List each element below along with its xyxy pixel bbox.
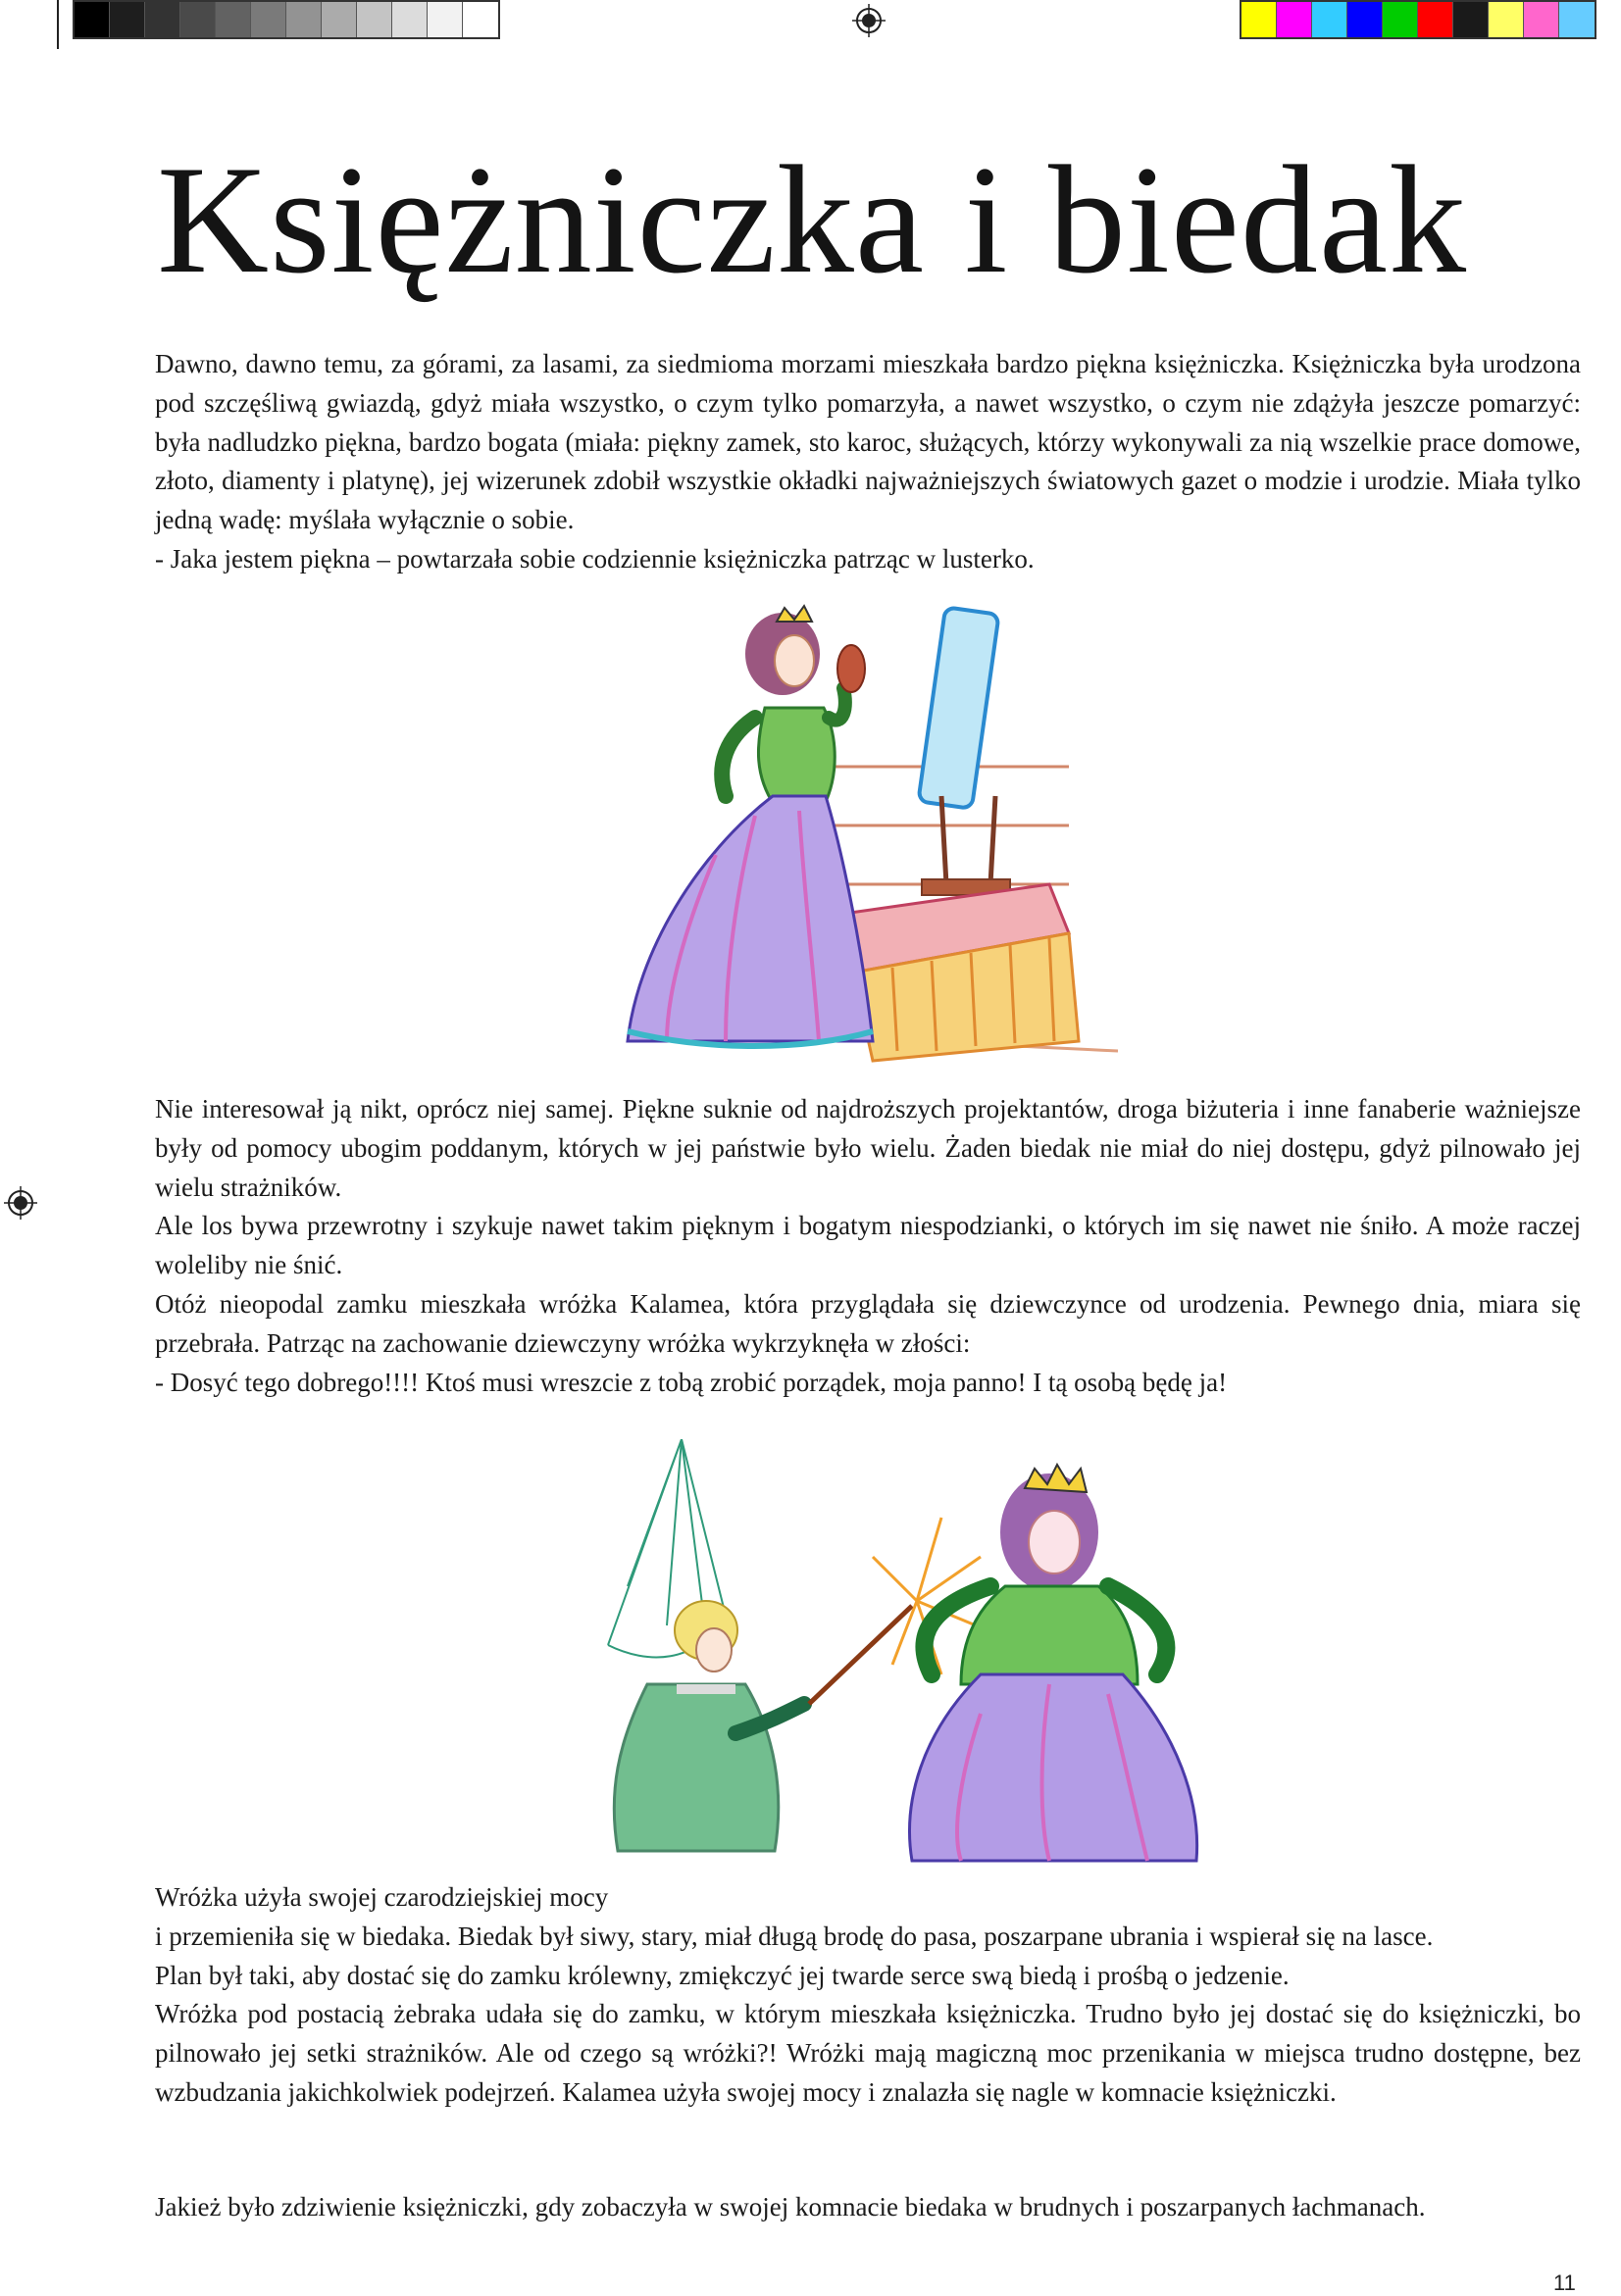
color-swatch [463,2,498,37]
color-swatch [180,2,216,37]
paragraph: Wróżka pod postacią żebraka udała się do zamku, w którym mieszkała księżniczka. Trudno było jej dostać się do księżniczki, bo pilnowało jej setki strażników. Ale od czego są wróżki?! Wróżki mają magiczną moc przenikania w miejsca trudno dostępne, bez wzbudzania jakichkolwiek podejrzeń. Kalamea użyła swojej mocy i znalazła się nagle w komnacie księżniczki. [155,1999,1581,2107]
color-swatch [216,2,251,37]
paragraph: Ale los bywa przewrotny i szykuje nawet takim pięknym i bogatym niespodzianki, o których im się nawet nie śniło. A może raczej woleliby nie śnić. [155,1211,1581,1280]
illustration-princess-mirror [608,600,1118,1071]
color-swatch [1277,2,1312,37]
crop-line [57,0,59,49]
page-number: 11 [1553,2271,1576,2295]
paragraph: Nie interesował ją nikt, oprócz niej samej. Piękne suknie od najdroższych projektantów, droga biżuteria i inne fanaberie ważniejsze były od pomocy ubogim poddanym, których w jej państwie było wielu. Żaden biedak nie miał do niej dostępu, gdyż pilnowało jej wielu strażników. [155,1094,1581,1202]
color-swatch [428,2,463,37]
color-swatch [1524,2,1559,37]
color-swatch [1312,2,1347,37]
color-swatch [1453,2,1489,37]
color-swatch [251,2,286,37]
mirror-drawing [918,607,1010,895]
color-swatch [1489,2,1524,37]
gray-calibration-bar [73,0,500,39]
color-swatch [1418,2,1453,37]
registration-mark-top [852,4,886,37]
color-swatch [110,2,145,37]
color-swatch [357,2,392,37]
paragraph: i przemieniła się w biedaka. Biedak był siwy, stary, miał długą brodę do pasa, poszarpane ubrania i wspierał się na lasce. [155,1921,1434,1951]
color-swatch [1383,2,1418,37]
color-swatch [75,2,110,37]
paragraph: Wróżka użyła swojej czarodziejskiej mocy [155,1882,609,1912]
color-calibration-bar [1240,0,1596,39]
illustration-fairy-and-princess [588,1439,1236,1871]
text-block-intro [155,345,1581,579]
color-swatch [1559,2,1595,37]
paragraph: Plan był taki, aby dostać się do zamku królewny, zmiękczyć jej twarde serce swą biedą i prośbą o jedzenie. [155,1960,1290,1990]
princess-drawing [910,1465,1197,1861]
color-swatch [1241,2,1277,37]
paragraph: Jakież było zdziwienie księżniczki, gdy zobaczyła w swojej komnacie biedaka w brudnych i poszarpanych łachmanach. [155,2192,1426,2221]
page-title: Księżniczka i biedak [157,134,1468,306]
fairy-drawing [614,1601,804,1851]
paragraph: - Dosyć tego dobrego!!!! Ktoś musi wreszcie z tobą zrobić porządek, moja panno! I tą osobą będę ja! [155,1367,1228,1397]
color-swatch [286,2,322,37]
paragraph: Dawno, dawno temu, za górami, za lasami, za siedmioma morzami mieszkała bardzo piękna księżniczka. Księżniczka była urodzona pod szczęśliwą gwiazdą, gdyż miała wszystko, o czym tylko pomarzyła, a nawet wszystko, o czym nie zdążyła jeszcze pomarzyć: była nadludzko piękna, bardzo bogata (miała: piękny zamek, sto karoc, służących, którzy wykonywali za nią wszelkie prace domowe, złoto, diamenty i platynę), jej wizerunek zdobił wszystkie okładki najważniejszych światowych gazet o modzie i urodzie. Miała tylko jedną wadę: myślała wyłącznie o sobie. [155,349,1581,535]
text-block-middle [155,1090,1581,1402]
text-block-transformation [155,1878,1581,2113]
text-block-ending [155,2188,1581,2227]
color-swatch [322,2,357,37]
paragraph: Otóż nieopodal zamku mieszkała wróżka Kalamea, która przyglądała się dziewczynce od urodzenia. Pewnego dnia, miara się przebrała. Patrząc na zachowanie dziewczyny wróżka wykrzyknęła w złości: [155,1288,1581,1358]
table-drawing [843,884,1079,1061]
paragraph: - Jaka jestem piękna – powtarzała sobie codziennie księżniczka patrząc w lusterko. [155,543,1035,574]
color-swatch [392,2,428,37]
color-swatch [1347,2,1383,37]
color-swatch [145,2,180,37]
registration-mark-left [4,1186,37,1220]
